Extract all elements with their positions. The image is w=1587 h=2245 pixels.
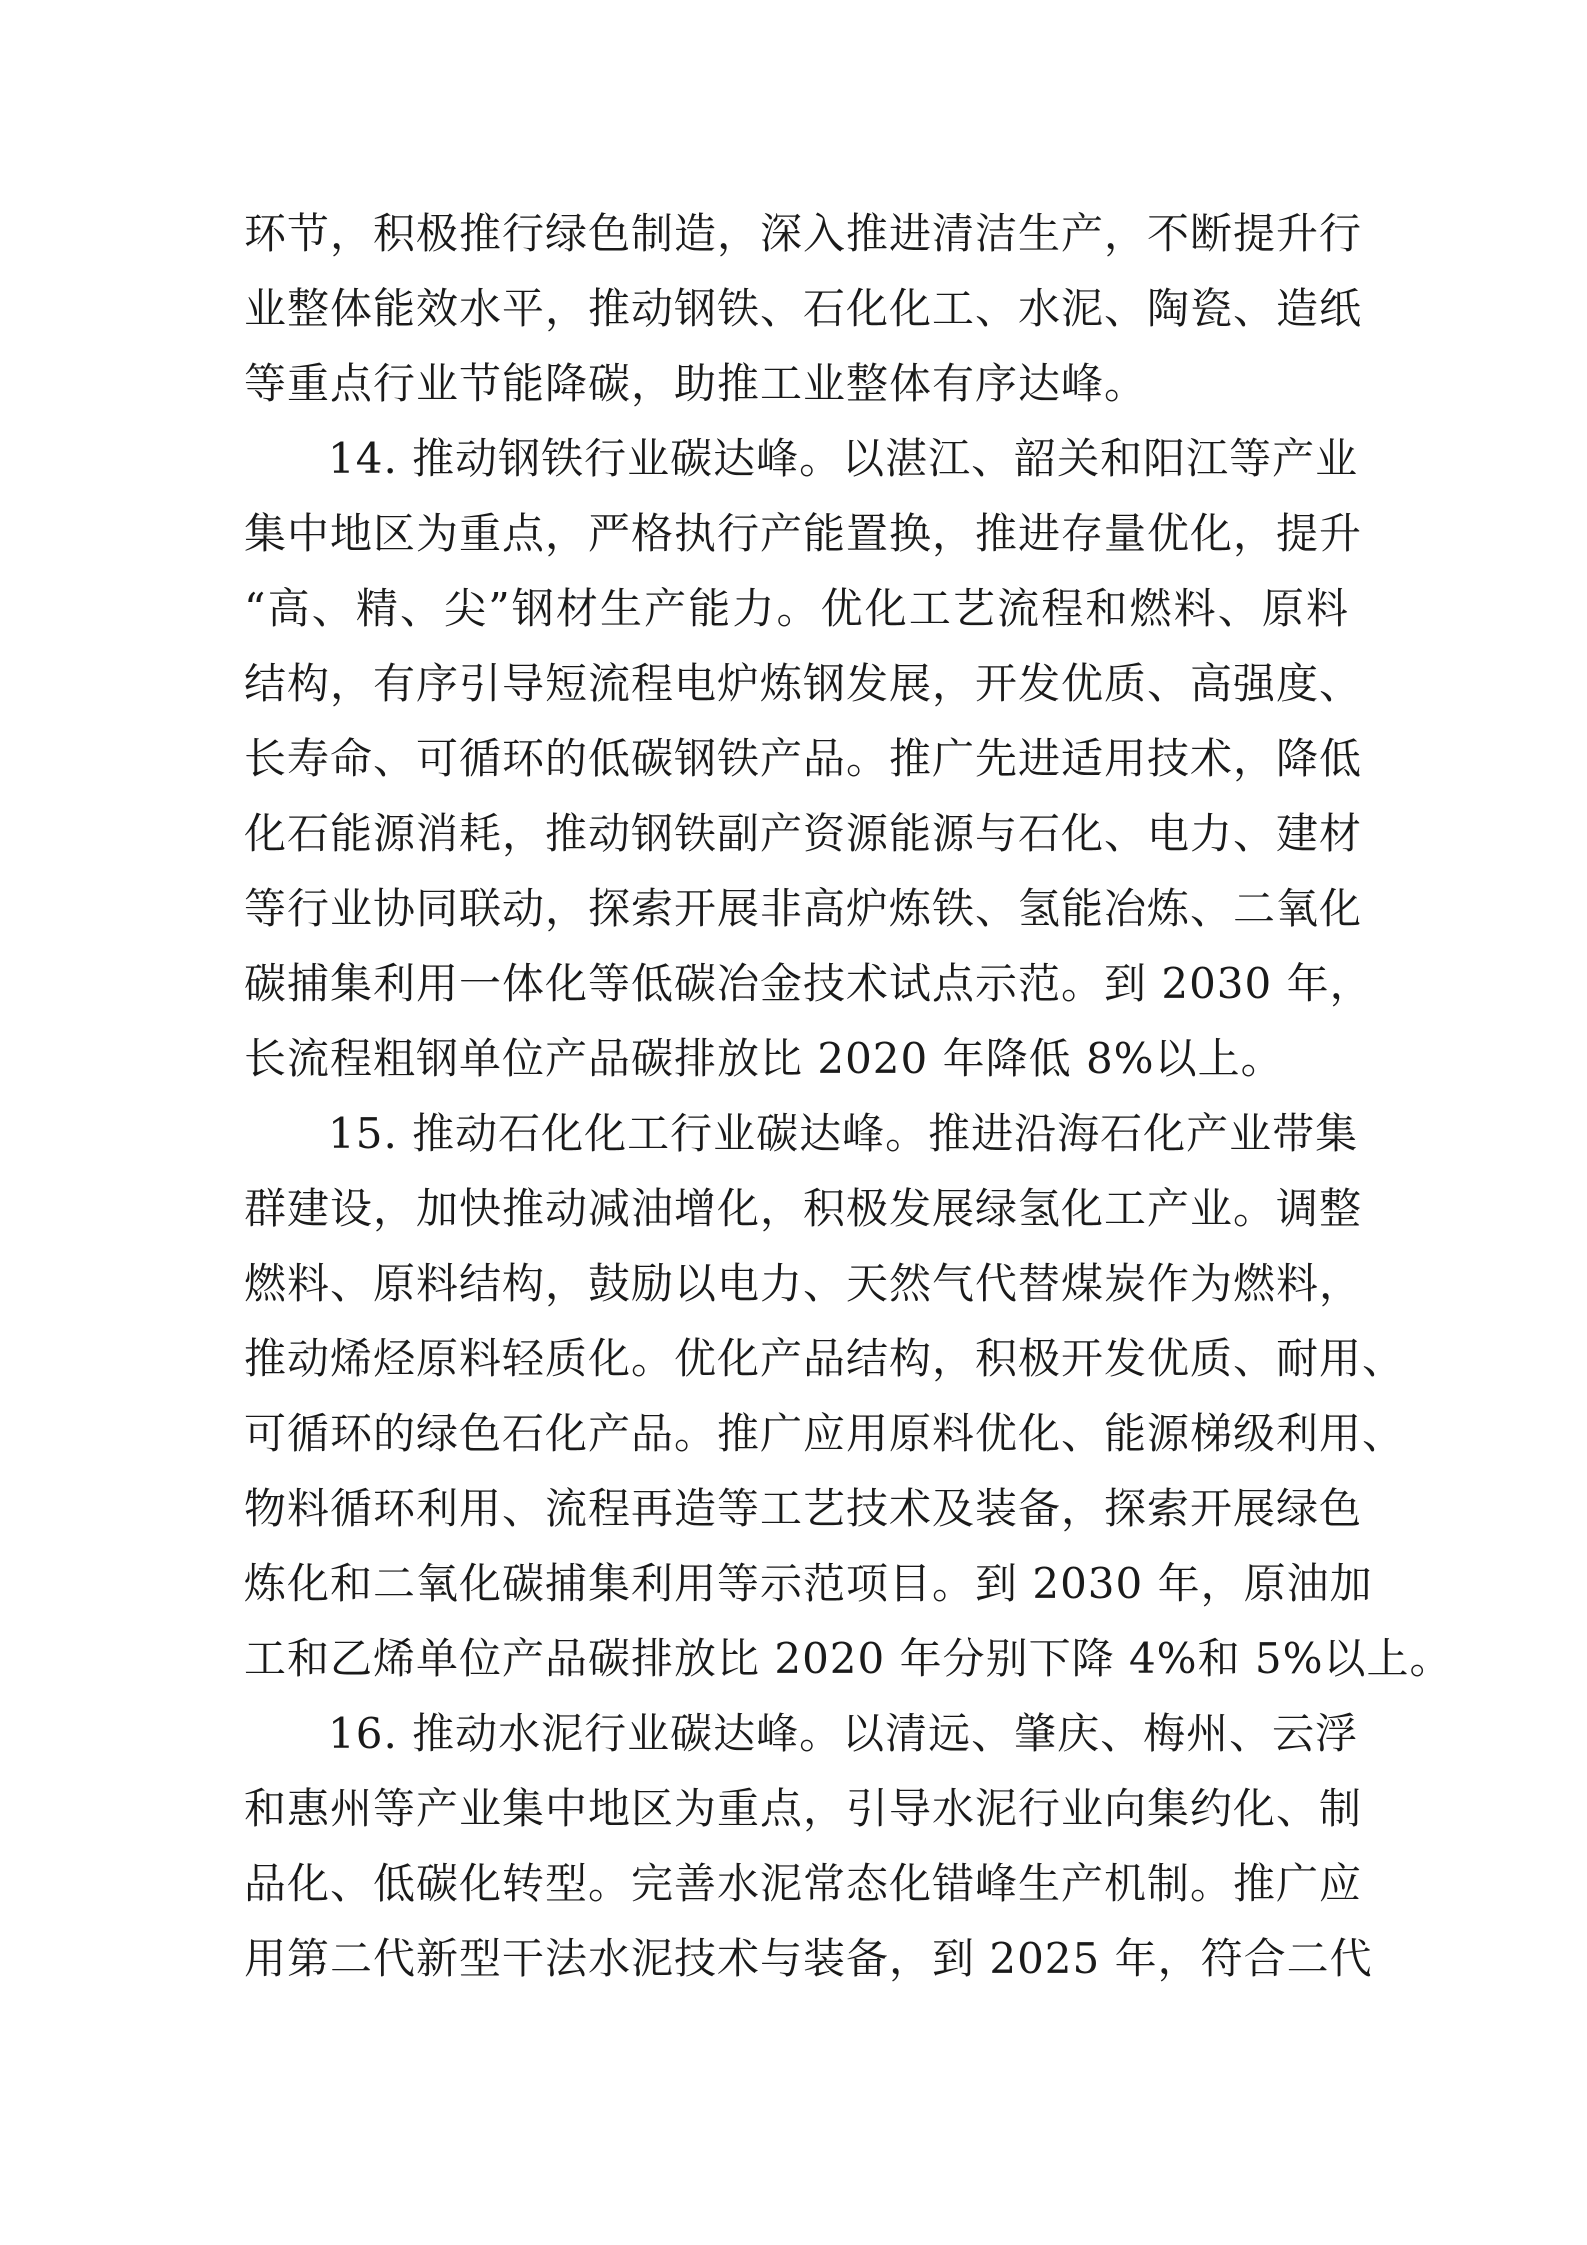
text-line: 业整体能效水平，推动钢铁、石化化工、水泥、陶瓷、造纸 [244, 284, 1363, 333]
text-line: 炼化和二氧化碳捕集利用等示范项目。到 2030 年，原油加 [244, 1559, 1373, 1608]
text-line: 用第二代新型干法水泥技术与装备，到 2025 年，符合二代 [244, 1934, 1373, 1983]
text-line: 碳捕集利用一体化等低碳冶金技术试点示范。到 2030 年， [244, 959, 1373, 1008]
text-line: 化石能源消耗，推动钢铁副产资源能源与石化、电力、建材 [244, 809, 1363, 858]
text-line: 工和乙烯单位产品碳排放比 2020 年分别下降 4%和 5%以上。 [244, 1634, 1453, 1683]
text-line: 推动烯烃原料轻质化。优化产品结构，积极开发优质、耐用、 [244, 1334, 1406, 1383]
text-line: 和惠州等产业集中地区为重点，引导水泥行业向集约化、制 [244, 1784, 1363, 1833]
text-line: 燃料、原料结构，鼓励以电力、天然气代替煤炭作为燃料， [244, 1259, 1363, 1308]
text-line: 品化、低碳化转型。完善水泥常态化错峰生产机制。推广应 [244, 1859, 1363, 1908]
text-line: 环节，积极推行绿色制造，深入推进清洁生产，不断提升行 [244, 209, 1363, 258]
text-line: 长流程粗钢单位产品碳排放比 2020 年降低 8%以上。 [244, 1034, 1284, 1083]
text-line: “高、精、尖”钢材生产能力。优化工艺流程和燃料、原料 [244, 584, 1349, 633]
section-15-heading-line: 15. 推动石化化工行业碳达峰。推进沿海石化产业带集 [328, 1109, 1359, 1158]
section-14-heading-line: 14. 推动钢铁行业碳达峰。以湛江、韶关和阳江等产业 [328, 434, 1359, 483]
text-line: 等重点行业节能降碳，助推工业整体有序达峰。 [244, 359, 1148, 408]
text-line: 等行业协同联动，探索开展非高炉炼铁、氢能冶炼、二氧化 [244, 884, 1363, 933]
text-line: 物料循环利用、流程再造等工艺技术及装备，探索开展绿色 [244, 1484, 1363, 1533]
section-16-heading-line: 16. 推动水泥行业碳达峰。以清远、肇庆、梅州、云浮 [328, 1709, 1359, 1758]
text-line: 可循环的绿色石化产品。推广应用原料优化、能源梯级利用、 [244, 1409, 1406, 1458]
body-text [244, 196, 1453, 1996]
text-line: 结构，有序引导短流程电炉炼钢发展，开发优质、高强度、 [244, 659, 1363, 708]
text-line: 集中地区为重点，严格执行产能置换，推进存量优化，提升 [244, 509, 1363, 558]
text-line: 群建设，加快推动减油增化，积极发展绿氢化工产业。调整 [244, 1184, 1363, 1233]
text-line: 长寿命、可循环的低碳钢铁产品。推广先进适用技术，降低 [244, 734, 1363, 783]
